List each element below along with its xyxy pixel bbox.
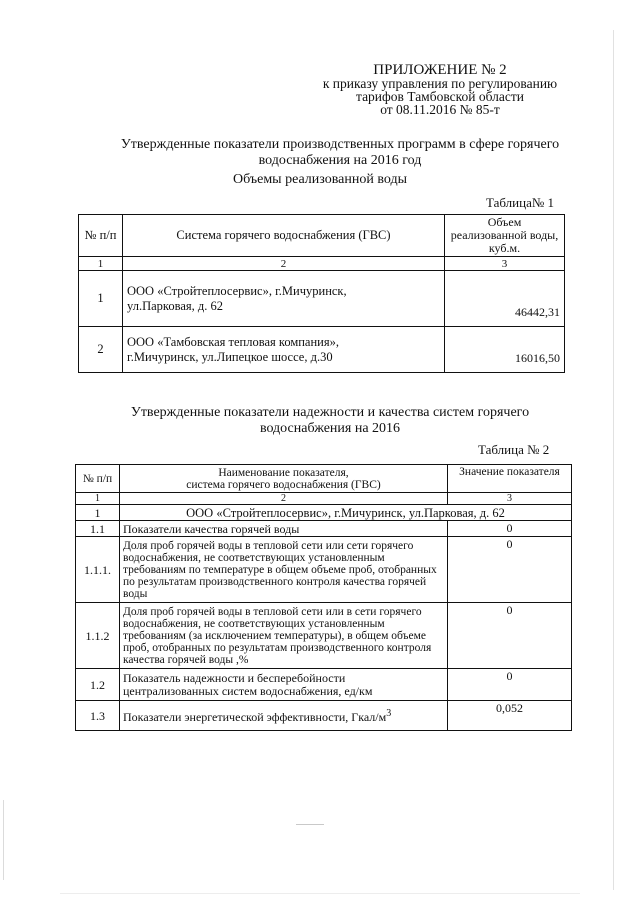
table-row	[76, 537, 572, 603]
table-row	[76, 603, 572, 669]
table2-row-1-1-1-name: Доля проб горячей воды в тепловой сети или сети горячего водоснабжения, не соответствующих установленным требованиям по температуре в общем объеме проб, отобранных по результатам производственного контроля качества горячей воды	[120, 537, 448, 603]
table2-row-1-1-1-value: 0	[448, 537, 572, 603]
table1-header-volume: Объем реализованной воды, куб.м.	[445, 215, 565, 257]
table2-header-name	[120, 465, 448, 493]
table2-row-1-2-num: 1.2	[76, 669, 120, 701]
table-row	[76, 701, 572, 731]
table2-index-1: 1	[76, 493, 120, 505]
appendix-line-1: к приказу управления по регулированию	[322, 76, 558, 91]
table2-org-num: 1	[76, 505, 120, 521]
table1-row2-system	[123, 327, 445, 373]
table2-row-1-3-name	[120, 701, 448, 731]
table2-header-name-line1: Наименование показателя,	[218, 466, 349, 479]
table1-row1-line2: ул.Парковая, д. 62	[127, 298, 223, 313]
table-row	[76, 669, 572, 701]
table-row	[79, 327, 565, 373]
table1-row1-num: 1	[79, 271, 123, 327]
table2-row-1-2-name: Показатель надежности и бесперебойности централизованных систем водоснабжения, ед/км	[120, 669, 448, 701]
heading1-line1: Утвержденные показатели производственных программ в сфере горячего	[120, 137, 560, 152]
table2-index-row	[76, 493, 572, 505]
heading3-line2: водоснабжения на 2016	[259, 421, 401, 436]
table1-header-system: Система горячего водоснабжения (ГВС)	[123, 215, 445, 257]
table2-org-row	[76, 505, 572, 521]
table2-header-value: Значение показателя	[448, 465, 572, 493]
table2-row-1-1-num: 1.1	[76, 521, 120, 537]
table-water-volumes	[78, 214, 565, 373]
table1-row2-num: 2	[79, 327, 123, 373]
table1-row2-value: 16016,50	[445, 327, 565, 373]
appendix-line-2: тарифов Тамбовской области	[356, 89, 524, 104]
table1-index-3: 3	[445, 257, 565, 271]
table1-index-1: 1	[79, 257, 123, 271]
table2-row-1-1-2-value: 0	[448, 603, 572, 669]
table2-row-1-3-value: 0,052	[448, 701, 572, 731]
table2-row-1-3-superscript: 3	[386, 708, 392, 719]
table1-header-num: № п/п	[79, 215, 123, 257]
table-row	[79, 271, 565, 327]
table2-row-1-1-2-name: Доля проб горячей воды в тепловой сети или в сети горячего водоснабжения, не соответствующих установленным требованиям (за исключением температуры), в общем объеме проб, отобранных по результатам производственного контроля качества горячей воды ,%	[120, 603, 448, 669]
table2-index-2: 2	[120, 493, 448, 505]
table2-org-name: ООО «Стройтеплосервис», г.Мичуринск, ул.Парковая, д. 62	[120, 505, 572, 521]
table2-header-row	[76, 465, 572, 493]
table-reliability-indicators	[75, 464, 572, 731]
table1-caption: Таблица№ 1	[486, 195, 555, 210]
table2-row-1-1-name: Показатели качества горячей воды	[120, 521, 448, 537]
appendix-title: ПРИЛОЖЕНИЕ № 2	[373, 62, 507, 78]
appendix-block	[300, 64, 580, 116]
heading3-line1: Утвержденные показатели надежности и качества систем горячего	[130, 405, 530, 420]
table1-index-2: 2	[123, 257, 445, 271]
table2-row-1-1-2-num: 1.1.2	[76, 603, 120, 669]
table1-index-row	[79, 257, 565, 271]
table2-header-name-line2: система горячего водоснабжения (ГВС)	[186, 478, 381, 491]
table-row	[76, 521, 572, 537]
heading-production-programs	[60, 137, 620, 169]
table2-index-3: 3	[448, 493, 572, 505]
heading1-line2: водоснабжения на 2016 год	[258, 153, 422, 168]
table1-row1-system	[123, 271, 445, 327]
table2-caption: Таблица № 2	[478, 442, 550, 457]
table1-row2-line1: ООО «Тамбовская тепловая компания»,	[127, 334, 339, 349]
table1-row2-line2: г.Мичуринск, ул.Липецкое шоссе, д.30	[127, 349, 333, 364]
table2-header-num: № п/п	[76, 465, 120, 493]
heading-reliability-quality	[60, 405, 600, 437]
table2-row-1-2-value: 0	[448, 669, 572, 701]
table1-header-row	[79, 215, 565, 257]
appendix-order-date: от 08.11.2016 № 85-т	[380, 102, 500, 117]
table2-row-1-3-name-text: Показатели энергетической эффективности, Гкал/м	[123, 710, 387, 724]
heading-water-volumes: Объемы реализованной воды	[232, 172, 407, 187]
table2-row-1-1-value: 0	[448, 521, 572, 537]
table2-row-1-3-num: 1.3	[76, 701, 120, 731]
table2-row-1-1-1-num: 1.1.1.	[76, 537, 120, 603]
table1-row1-line1: ООО «Стройтеплосервис», г.Мичуринск,	[127, 283, 347, 298]
table1-row1-value: 46442,31	[445, 271, 565, 327]
